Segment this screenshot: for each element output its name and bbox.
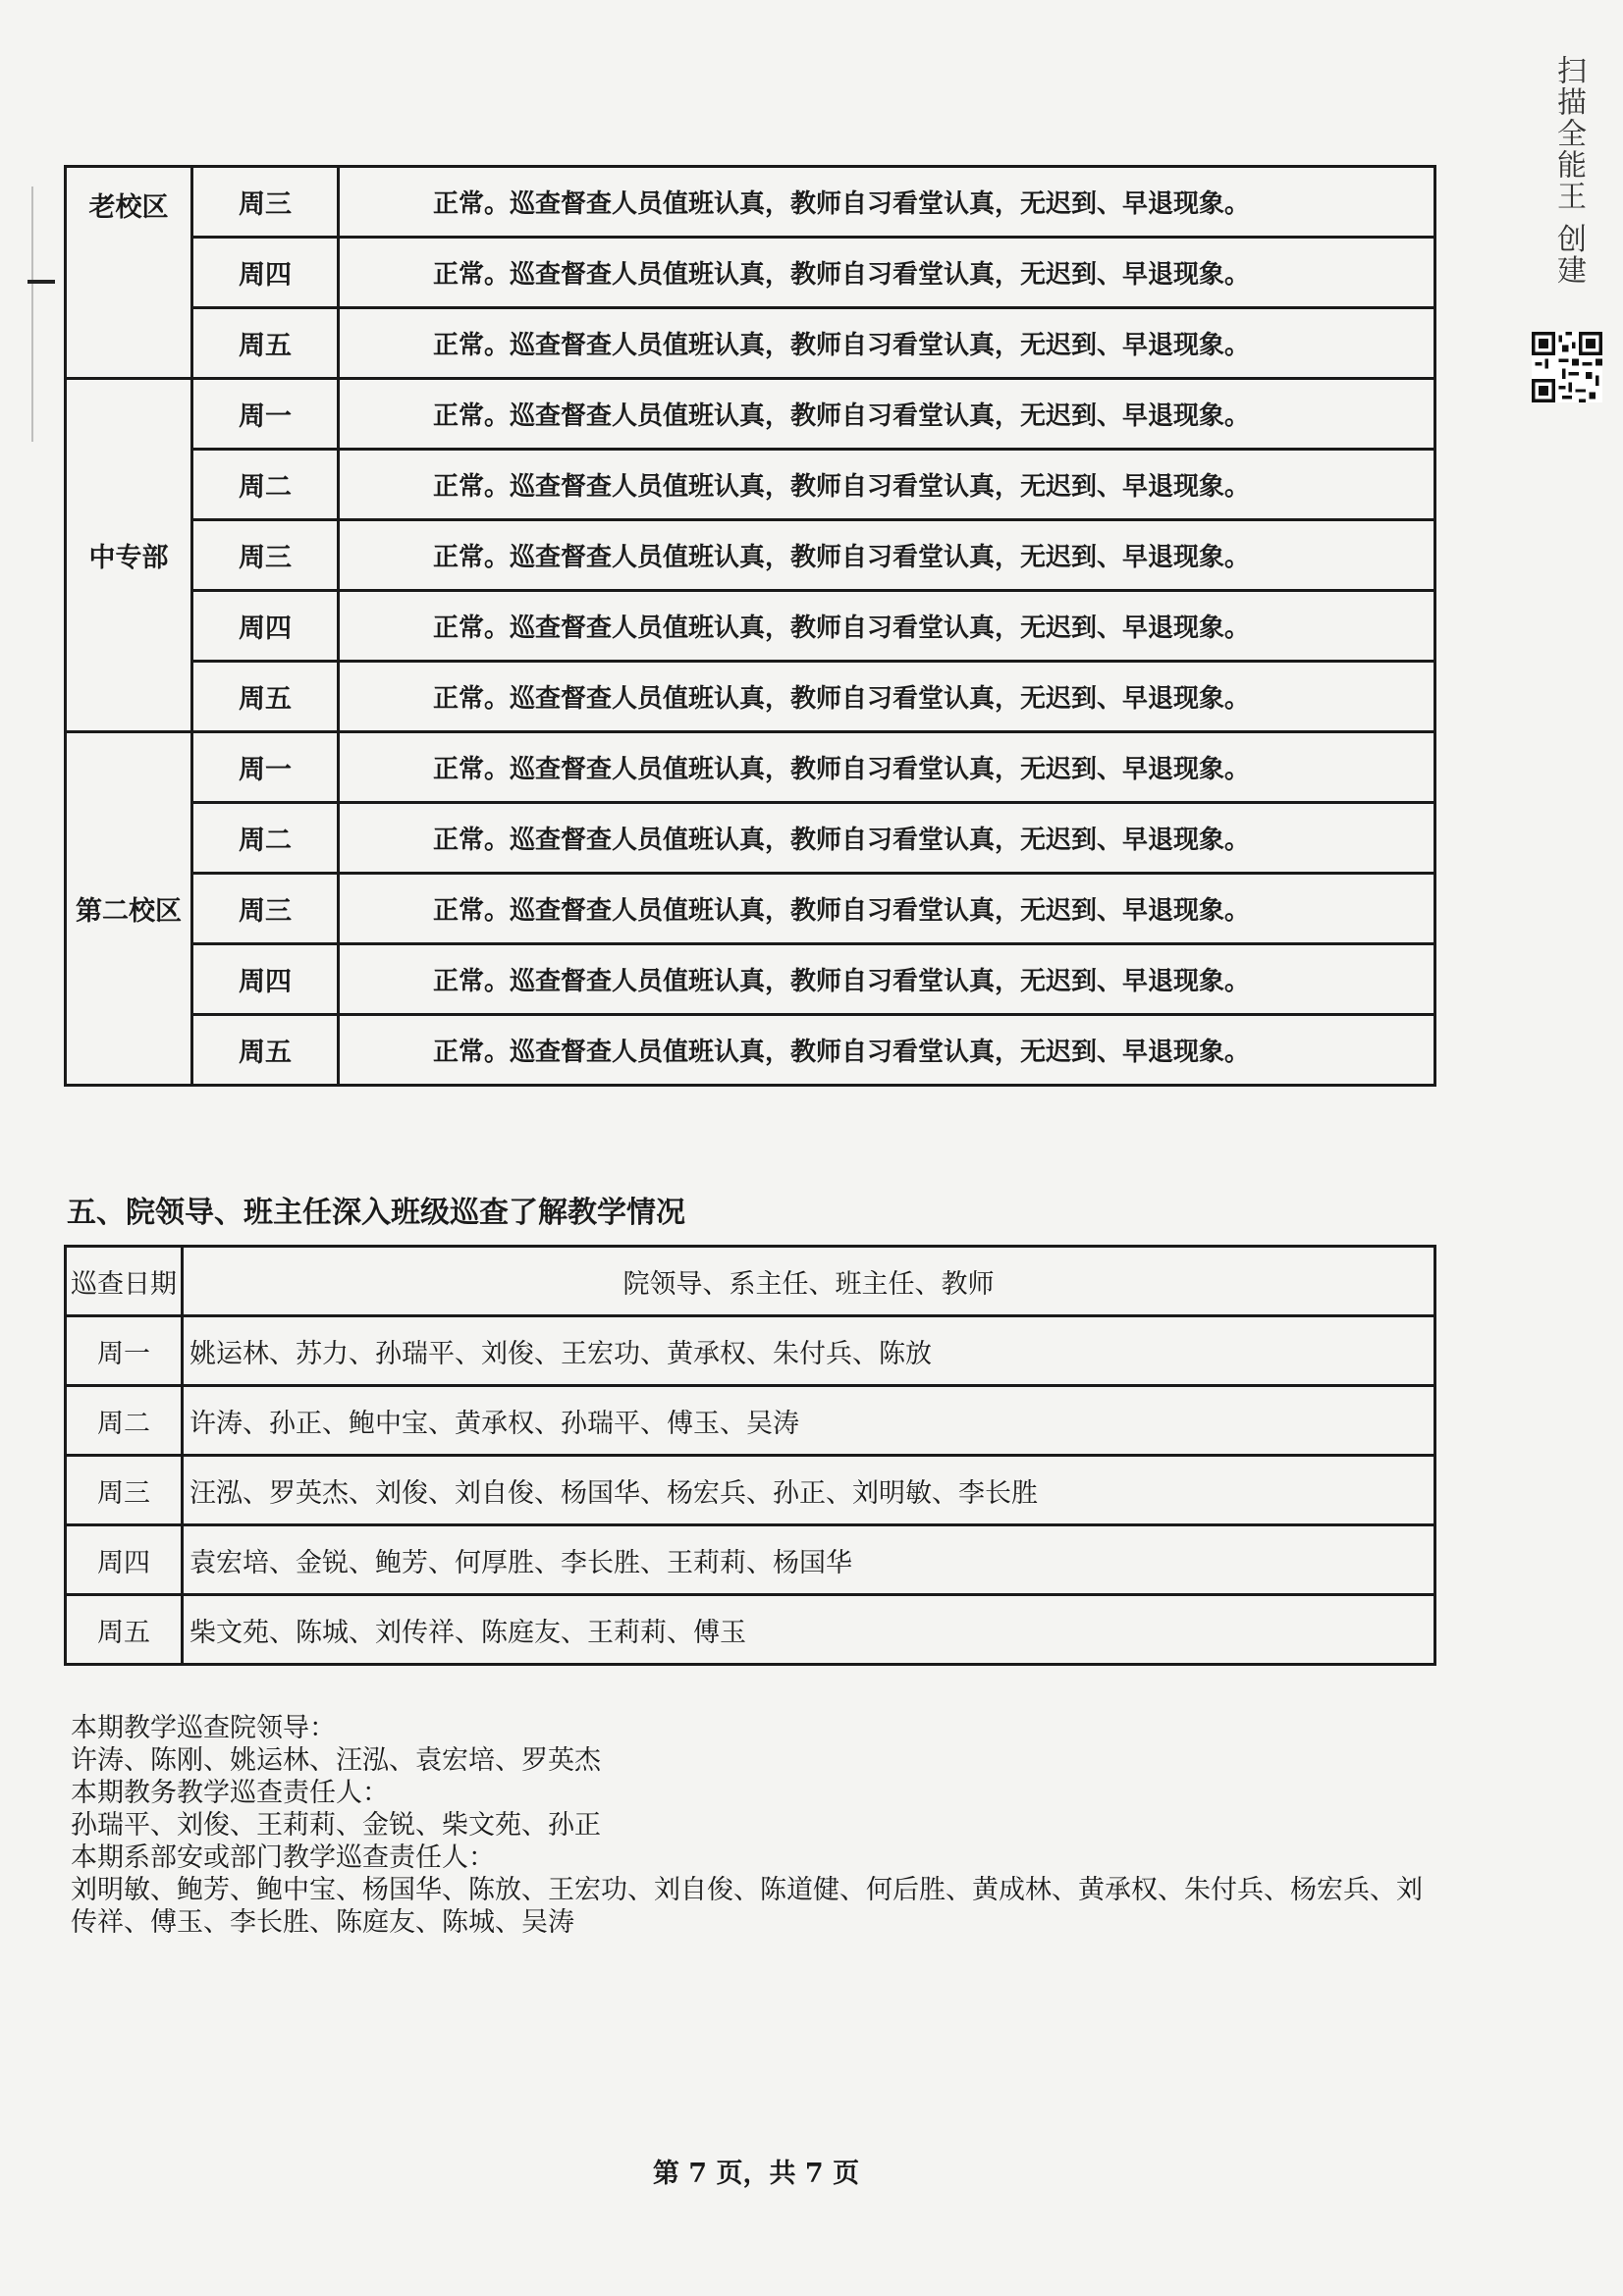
status-cell: 正常。巡查督查人员值班认真，教师自习看堂认真，无迟到、早退现象。 xyxy=(339,803,1435,874)
table-row xyxy=(66,874,1435,944)
table-row xyxy=(66,238,1435,308)
affairs-list: 孙瑞平、刘俊、王莉莉、金锐、柴文苑、孙正 xyxy=(71,1810,601,1841)
day-cell: 周五 xyxy=(66,1595,183,1665)
header-date: 巡查日期 xyxy=(66,1247,183,1316)
table-row xyxy=(66,167,1435,238)
day-cell: 周二 xyxy=(192,803,339,874)
margin-mark xyxy=(27,280,55,284)
table-row xyxy=(66,662,1435,732)
table-row xyxy=(66,308,1435,379)
day-cell: 周三 xyxy=(192,167,339,238)
table-row xyxy=(66,520,1435,591)
table-row xyxy=(66,732,1435,803)
day-cell: 周三 xyxy=(66,1456,183,1525)
status-cell: 正常。巡查督查人员值班认真，教师自习看堂认真，无迟到、早退现象。 xyxy=(339,308,1435,379)
day-cell: 周四 xyxy=(192,591,339,662)
people-cell: 许涛、孙正、鲍中宝、黄承权、孙瑞平、傅玉、吴涛 xyxy=(183,1386,1435,1456)
status-cell: 正常。巡查督查人员值班认真，教师自习看堂认真，无迟到、早退现象。 xyxy=(339,379,1435,450)
status-cell: 正常。巡查督查人员值班认真，教师自习看堂认真，无迟到、早退现象。 xyxy=(339,732,1435,803)
status-cell: 正常。巡查督查人员值班认真，教师自习看堂认真，无迟到、早退现象。 xyxy=(339,662,1435,732)
day-cell: 周四 xyxy=(66,1525,183,1595)
inspection-status-table xyxy=(64,165,1436,1087)
table-row xyxy=(66,379,1435,450)
people-cell: 姚运林、苏力、孙瑞平、刘俊、王宏功、黄承权、朱付兵、陈放 xyxy=(183,1316,1435,1386)
status-cell: 正常。巡查督查人员值班认真，教师自习看堂认真，无迟到、早退现象。 xyxy=(339,944,1435,1015)
table-row xyxy=(66,1595,1435,1665)
status-cell: 正常。巡查督查人员值班认真，教师自习看堂认真，无迟到、早退现象。 xyxy=(339,167,1435,238)
table-row xyxy=(66,1456,1435,1525)
day-cell: 周三 xyxy=(192,520,339,591)
day-cell: 周五 xyxy=(192,1015,339,1086)
section-title: 五、院领导、班主任深入班级巡查了解教学情况 xyxy=(67,1196,685,1230)
day-cell: 周四 xyxy=(192,944,339,1015)
status-cell: 正常。巡查督查人员值班认真，教师自习看堂认真，无迟到、早退现象。 xyxy=(339,1015,1435,1086)
people-cell: 袁宏培、金锐、鲍芳、何厚胜、李长胜、王莉莉、杨国华 xyxy=(183,1525,1435,1595)
day-cell: 周五 xyxy=(192,308,339,379)
margin-line xyxy=(31,187,33,442)
table-row xyxy=(66,803,1435,874)
status-cell: 正常。巡查督查人员值班认真，教师自习看堂认真，无迟到、早退现象。 xyxy=(339,591,1435,662)
leaders-list: 许涛、陈刚、姚运林、汪泓、袁宏培、罗英杰 xyxy=(71,1745,601,1776)
status-cell: 正常。巡查督查人员值班认真，教师自习看堂认真，无迟到、早退现象。 xyxy=(339,238,1435,308)
campus-cell: 中专部 xyxy=(66,379,192,732)
table-header-row xyxy=(66,1247,1435,1316)
table-row xyxy=(66,1386,1435,1456)
scanner-watermark: 扫描全能王 创建 xyxy=(1551,55,1586,287)
campus-cell: 老校区 xyxy=(66,167,192,379)
day-cell: 周五 xyxy=(192,662,339,732)
day-cell: 周三 xyxy=(192,874,339,944)
status-cell: 正常。巡查督查人员值班认真，教师自习看堂认真，无迟到、早退现象。 xyxy=(339,520,1435,591)
dept-list: 刘明敏、鲍芳、鲍中宝、杨国华、陈放、王宏功、刘自俊、陈道健、何后胜、黄成林、黄承权、朱付兵、杨宏兵、刘传祥、傅玉、李长胜、陈庭友、陈城、吴涛 xyxy=(71,1875,1423,1938)
table-row xyxy=(66,1525,1435,1595)
qr-code-icon xyxy=(1532,332,1602,402)
page-number: 第 7 页，共 7 页 xyxy=(652,2159,860,2189)
table-row xyxy=(66,1316,1435,1386)
day-cell: 周二 xyxy=(66,1386,183,1456)
table-row xyxy=(66,944,1435,1015)
responsibility-notes xyxy=(71,1712,1445,1939)
people-cell: 柴文苑、陈城、刘传祥、陈庭友、王莉莉、傅玉 xyxy=(183,1595,1435,1665)
people-cell: 汪泓、罗英杰、刘俊、刘自俊、杨国华、杨宏兵、孙正、刘明敏、李长胜 xyxy=(183,1456,1435,1525)
leader-inspection-table xyxy=(64,1245,1436,1666)
status-cell: 正常。巡查督查人员值班认真，教师自习看堂认真，无迟到、早退现象。 xyxy=(339,450,1435,520)
leaders-label: 本期教学巡查院领导： xyxy=(71,1713,336,1743)
header-people: 院领导、系主任、班主任、教师 xyxy=(183,1247,1435,1316)
table-row xyxy=(66,450,1435,520)
campus-cell: 第二校区 xyxy=(66,732,192,1086)
affairs-label: 本期教务教学巡查责任人： xyxy=(71,1778,389,1808)
table-row xyxy=(66,591,1435,662)
day-cell: 周一 xyxy=(192,379,339,450)
day-cell: 周四 xyxy=(192,238,339,308)
dept-label: 本期系部安或部门教学巡查责任人： xyxy=(71,1842,495,1873)
status-cell: 正常。巡查督查人员值班认真，教师自习看堂认真，无迟到、早退现象。 xyxy=(339,874,1435,944)
table-row xyxy=(66,1015,1435,1086)
day-cell: 周一 xyxy=(66,1316,183,1386)
day-cell: 周一 xyxy=(192,732,339,803)
day-cell: 周二 xyxy=(192,450,339,520)
